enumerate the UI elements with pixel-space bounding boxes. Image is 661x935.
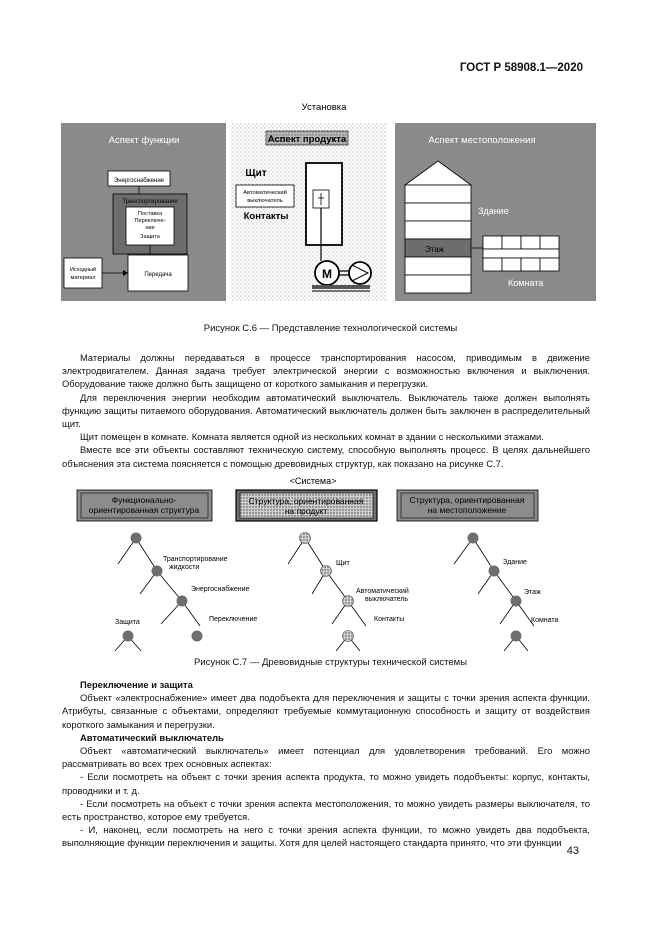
- tree-product-label-breaker-2: выключатель: [365, 596, 408, 603]
- figure-c6-caption: Рисунок С.6 — Представление технологической системы: [203, 323, 458, 334]
- location-aspect-title: Аспект местоположения: [428, 135, 536, 146]
- box-breaker-line-1: Автоматический: [243, 190, 287, 196]
- label-shield: Щит: [245, 168, 267, 179]
- box-supply-line-2: Переключе-: [134, 218, 166, 224]
- product-aspect-title: Аспект продукта: [267, 134, 347, 145]
- product-aspect-panel: [231, 123, 387, 301]
- label-building: Здание: [478, 206, 509, 216]
- box-breaker-line-2: выключатель: [247, 198, 283, 204]
- system-label: <Система>: [289, 476, 337, 486]
- tree-product-title-2: на продукт: [284, 506, 328, 516]
- box-supply-line-1: Поставка: [137, 211, 163, 217]
- section-heading: Переключение и защита: [80, 679, 193, 690]
- page-number: 43: [566, 845, 579, 857]
- tree-function: [77, 490, 257, 651]
- text-block-1: [62, 351, 590, 470]
- list-item: - Если посмотреть на объект с точки зрения аспекта продукта, то можно увидеть подобъекты: корпус, контакты, проводники и т. д.: [62, 771, 590, 796]
- tree-location-label-floor: Этаж: [524, 589, 541, 596]
- tree-function-label-switching: Переключение: [209, 616, 258, 623]
- tree-product-label-contacts: Контакты: [374, 616, 405, 623]
- box-input-line-2: материал: [70, 275, 96, 281]
- paragraph: Вместе все эти объекты составляют техническую систему, способную выполнять процесс. В целях дальнейшего объяснения эта система поясняется с помощью древовидных структур, как показано на рисунке С.7.: [62, 444, 590, 469]
- box-input-line-1: Исходный: [69, 267, 97, 273]
- tree-function-title-2: ориентированная структура: [88, 505, 200, 515]
- tree-function-label-transport-1: Транспортирование: [163, 556, 228, 563]
- text-block-2: [62, 678, 590, 850]
- figure-c6: [0, 95, 661, 310]
- function-aspect-title: Аспект функции: [108, 135, 180, 146]
- tree-location-title-1: Структура, ориентированная: [409, 495, 525, 505]
- tree-product-label-breaker-1: Автоматический: [356, 588, 409, 595]
- tree-location-label-room: Комната: [531, 617, 559, 624]
- tree-product-title-1: Структура, ориентированная: [248, 496, 364, 506]
- location-aspect-panel: [395, 123, 596, 301]
- tree-function-label-power: Энергоснабжение: [191, 586, 250, 593]
- tree-location: [397, 490, 559, 651]
- tree-function-title-1: Функционально-: [111, 495, 177, 505]
- box-power: Энергоснабжение: [113, 178, 165, 184]
- figure-c7: [0, 476, 661, 651]
- paragraph: Материалы должны передаваться в процессе транспортирования насосом, приводимым в движение электродвигателем. Данная задача требует электрической энергии с возможностью включения и выключения. Оборудование также должно быть защищено от короткого замыкания и перегрузки.: [62, 352, 590, 390]
- tree-product-label-shield: Щит: [336, 560, 350, 567]
- paragraph: Объект «автоматический выключатель» имеет потенциал для удовлетворения требований. Его можно рассматривать во всех трех основных аспектах:: [62, 745, 590, 770]
- box-transfer: Передача: [144, 272, 172, 278]
- tree-location-title-2: на местоположение: [427, 505, 507, 515]
- label-floor: Этаж: [425, 245, 445, 254]
- box-supply-line-3: ние: [145, 225, 155, 231]
- motor-letter: M: [322, 267, 332, 281]
- function-aspect-panel: [61, 123, 226, 301]
- paragraph: Щит помещен в комнате. Комната является одной из нескольких комнат в здании с несколькими этажами.: [80, 431, 544, 443]
- box-transport: Транспортирование: [122, 199, 178, 205]
- standard-number: ГОСТ Р 58908.1—2020: [459, 62, 583, 74]
- list-item: - Если посмотреть на объект с точки зрения аспекта местоположения, то можно увидеть размеры выключателя, то есть пространство, которое ему требуется.: [62, 797, 590, 823]
- list-item: - И, наконец, если посмотреть на него с точки зрения аспекта функции, то можно увидеть два подобъекта, выполняющие функции переключения и защиты. Хотя для целей настоящего стандарта принято, что эти функции: [62, 824, 590, 849]
- paragraph: Объект «электроснабжение» имеет два подобъекта для переключения и защиты с точки зрения аспекта функции. Атрибуты, связанные с объектами, определяют требуемые коммутационную способность и защиту от воздействия короткого замыкания и перегрузки.: [62, 692, 590, 730]
- box-supply-line-4: Защита: [140, 234, 160, 240]
- tree-location-label-building: Здание: [503, 559, 527, 566]
- label-room: Комната: [508, 278, 544, 288]
- installation-label: Установка: [301, 102, 347, 113]
- tree-function-label-transport-2: жидкости: [169, 564, 200, 571]
- section-heading: Автоматический выключатель: [80, 731, 224, 743]
- paragraph: Для переключения энергии необходим автоматический выключатель. Выключатель также должен выполнять функцию защиты питаемого оборудования. Автоматический выключатель должен быть заключен в распределительный щит.: [62, 391, 590, 430]
- label-contacts: Контакты: [243, 211, 289, 222]
- tree-product: [236, 490, 409, 651]
- figure-c7-caption: Рисунок С.7 — Древовидные структуры технической системы: [193, 657, 468, 668]
- tree-function-label-protection: Защита: [115, 619, 140, 626]
